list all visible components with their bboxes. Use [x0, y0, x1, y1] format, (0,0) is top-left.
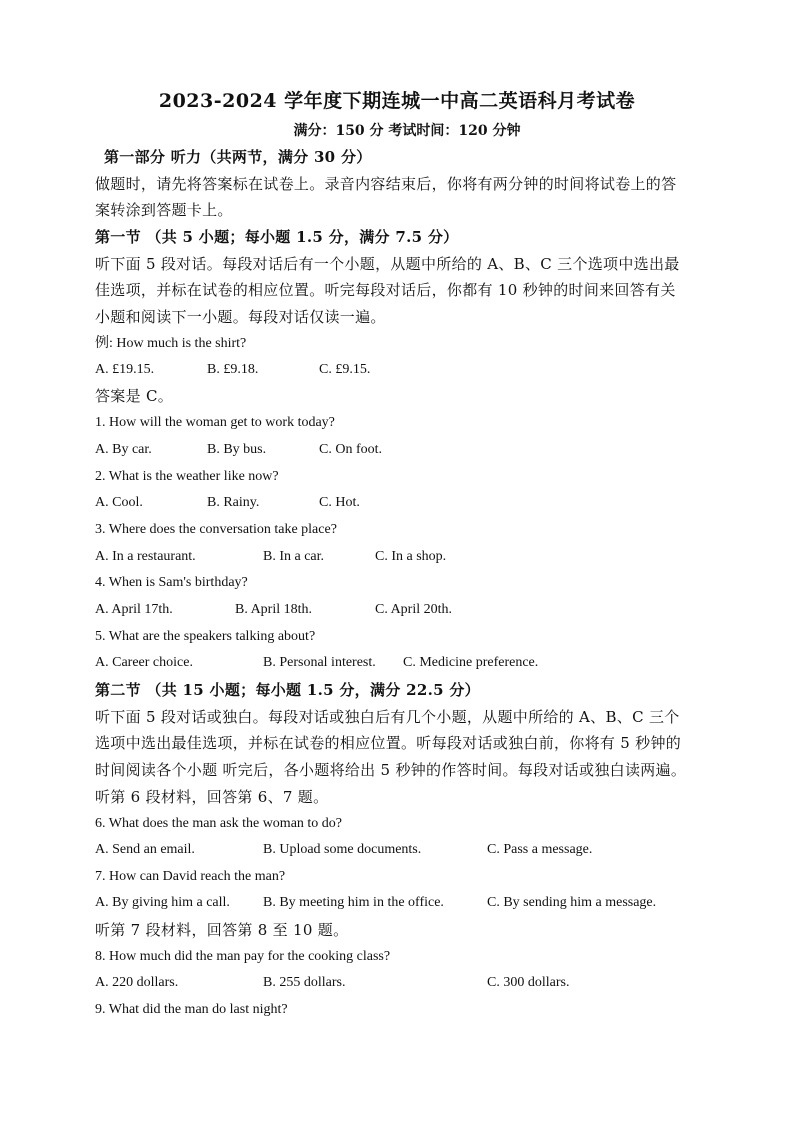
- q4-option-c: C. April 20th.: [375, 602, 453, 617]
- q8-option-c: C. 300 dollars.: [487, 975, 570, 990]
- q2-option-b: B. Rainy.: [207, 495, 260, 510]
- q7-option-a: A. By giving him a call.: [95, 895, 230, 910]
- q4-option-b: B. April 18th.: [235, 602, 313, 617]
- question-3: 3. Where does the conversation take place?: [95, 522, 337, 537]
- question-4: 4. When is Sam's birthday?: [95, 575, 248, 590]
- question-7: 7. How can David reach the man?: [95, 869, 286, 884]
- section1-heading: 第一节 （共 5 小题；每小题 1.5 分，满分 7.5 分）: [95, 228, 459, 246]
- q5-option-a: A. Career choice.: [95, 655, 193, 670]
- q3-option-a: A. In a restaurant.: [95, 549, 196, 564]
- section1-instr-line2: 佳选项，并标在试卷的相应位置。听完每段对话后，你都有 10 秒钟的时间来回答有关: [95, 281, 676, 299]
- q1-option-c: C. On foot.: [319, 442, 382, 457]
- question-8: 8. How much did the man pay for the cooking class?: [95, 949, 391, 964]
- question-5: 5. What are the speakers talking about?: [95, 629, 316, 644]
- q1-option-b: B. By bus.: [207, 442, 267, 457]
- example-option-a: A. £19.15.: [95, 362, 155, 377]
- q5-option-c: C. Medicine preference.: [403, 655, 539, 670]
- q3-option-b: B. In a car.: [263, 549, 325, 564]
- q8-option-b: B. 255 dollars.: [263, 975, 346, 990]
- question-9: 9. What did the man do last night?: [95, 1002, 288, 1017]
- q6-option-c: C. Pass a message.: [487, 842, 593, 857]
- exam-subtitle: 满分：150 分 考试时间：120 分钟: [293, 123, 521, 139]
- example-answer: 答案是 C。: [95, 387, 174, 405]
- example-option-b: B. £9.18.: [207, 362, 259, 377]
- q6-option-b: B. Upload some documents.: [263, 842, 422, 857]
- example-option-c: C. £9.15.: [319, 362, 371, 377]
- question-2: 2. What is the weather like now?: [95, 469, 279, 484]
- q7-option-c: C. By sending him a message.: [487, 895, 657, 910]
- question-6: 6. What does the man ask the woman to do?: [95, 816, 343, 831]
- q2-option-c: C. Hot.: [319, 495, 360, 510]
- section2-instr-line1: 听下面 5 段对话或独白。每段对话或独白后有几个小题，从题中所给的 A、B、C 三个: [95, 708, 680, 726]
- section2-heading: 第二节 （共 15 小题；每小题 1.5 分，满分 22.5 分）: [95, 681, 480, 699]
- part1-instructions-line2: 案转涂到答题卡上。: [95, 201, 233, 219]
- q7-option-b: B. By meeting him in the office.: [263, 895, 444, 910]
- q6-option-a: A. Send an email.: [95, 842, 195, 857]
- q5-option-b: B. Personal interest.: [263, 655, 376, 670]
- section2-instr-line3: 时间阅读各个小题 听完后，各小题将给出 5 秒钟的作答时间。每段对话或独白读两遍。: [95, 761, 687, 779]
- q8-option-a: A. 220 dollars.: [95, 975, 179, 990]
- exam-title: 2023-2024 学年度下期连城一中高二英语科月考试卷: [158, 90, 636, 112]
- q3-option-c: C. In a shop.: [375, 549, 447, 564]
- q2-option-a: A. Cool.: [95, 495, 143, 510]
- section2-instr-line2: 选项中选出最佳选项，并标在试卷的相应位置。听每段对话或独白前，你将有 5 秒钟的: [95, 734, 682, 752]
- section1-instr-line1: 听下面 5 段对话。每段对话后有一个小题，从题中所给的 A、B、C 三个选项中选出最: [95, 255, 680, 273]
- example-question: 例: How much is the shirt?: [95, 336, 247, 351]
- q4-option-a: A. April 17th.: [95, 602, 173, 617]
- section1-instr-line3: 小题和阅读下一小题。每段对话仅读一遍。: [95, 308, 386, 326]
- passage-7-label: 听第 7 段材料，回答第 8 至 10 题。: [95, 921, 349, 939]
- question-1: 1. How will the woman get to work today?: [95, 415, 335, 430]
- part1-instructions-line1: 做题时，请先将答案标在试卷上。录音内容结束后，你将有两分钟的时间将试卷上的答: [95, 175, 677, 193]
- q1-option-a: A. By car.: [95, 442, 152, 457]
- part1-heading: 第一部分 听力（共两节，满分 30 分）: [104, 148, 372, 166]
- passage-6-label: 听第 6 段材料，回答第 6、7 题。: [95, 788, 329, 806]
